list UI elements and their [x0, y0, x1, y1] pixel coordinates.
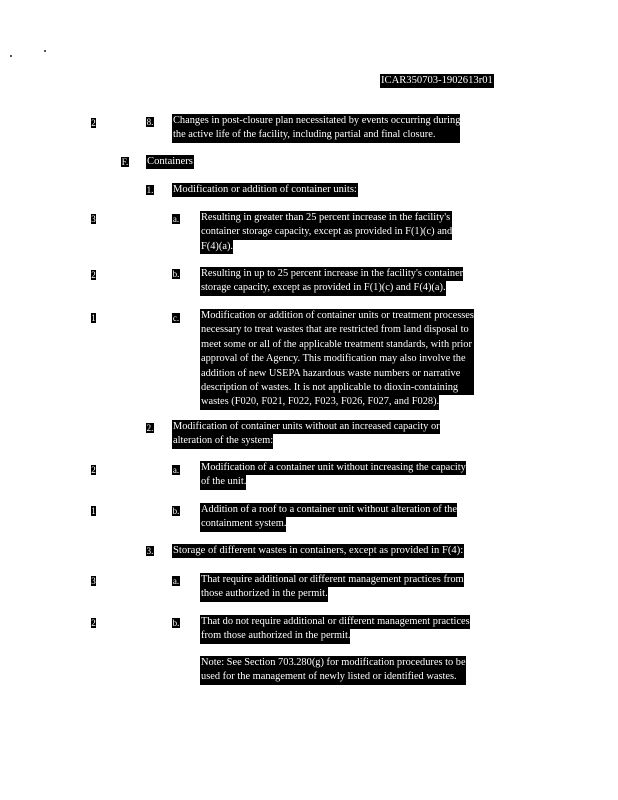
text-line: Addition of a roof to a container unit without alteration of the [200, 503, 457, 517]
text-line: Modification of a container unit without increasing the capacity [200, 461, 466, 475]
text-line: used for the management of newly listed or identified wastes. [200, 670, 466, 684]
text-line: container storage capacity, except as provided in F(1)(c) and [200, 225, 452, 239]
text-line: from those authorized in the permit. [200, 629, 350, 643]
text-line: approval of the Agency. This modification may also involve the [200, 352, 474, 366]
section-title: Containers [147, 156, 193, 167]
text-line: Modification of container units without an increased capacity or [172, 420, 440, 434]
item-marker: b. [172, 618, 180, 628]
text-line: necessary to treat wastes that are restricted from land disposal to [200, 323, 474, 337]
text-line: alteration of the system: [172, 434, 273, 448]
item-text [200, 309, 474, 410]
class-label: 3 [91, 214, 96, 224]
item-marker: a. [172, 576, 180, 586]
item-text [200, 615, 470, 644]
text-line: Modification or addition of container units or treatment processes [200, 309, 474, 323]
item-text [200, 503, 457, 532]
scan-speck [10, 55, 12, 57]
item-marker: c. [172, 313, 180, 323]
section-marker: F. [121, 157, 129, 167]
item-marker: 1. [146, 185, 154, 195]
text-line: Changes in post-closure plan necessitated by events occurring during [172, 114, 460, 128]
text-line: That do not require additional or different management practices [200, 615, 470, 629]
text-line: addition of new USEPA hazardous waste numbers or narrative [200, 367, 474, 381]
item-text [172, 420, 440, 449]
item-marker: a. [172, 214, 180, 224]
text-line: Resulting in up to 25 percent increase in the facility's container [200, 267, 463, 281]
class-label: 2 [91, 118, 96, 128]
class-label: 2 [91, 618, 96, 628]
text-line: Resulting in greater than 25 percent increase in the facility's [200, 211, 452, 225]
item-text: Modification or addition of container units: [173, 184, 357, 195]
text-line: storage capacity, except as provided in F(1)(c) and F(4)(a). [200, 281, 446, 295]
item-marker: a. [172, 465, 180, 475]
scan-speck [44, 50, 46, 52]
text-line: those authorized in the permit. [200, 587, 328, 601]
text-line: containment system. [200, 517, 286, 531]
class-label: 1 [91, 506, 96, 516]
class-label: 3 [91, 576, 96, 586]
item-text [200, 211, 452, 254]
text-line: F(4)(a). [200, 240, 233, 254]
item-marker: b. [172, 269, 180, 279]
item-marker: 3. [146, 546, 154, 556]
class-label: 1 [91, 313, 96, 323]
document-id: ICAR350703-1902613r01 [381, 75, 493, 86]
text-line: That require additional or different management practices from [200, 573, 464, 587]
item-marker: b. [172, 506, 180, 516]
text-line: wastes (F020, F021, F022, F023, F026, F027, and F028). [200, 395, 439, 409]
item-text [200, 461, 466, 490]
class-label: 2 [91, 465, 96, 475]
text-line: Note: See Section 703.280(g) for modification procedures to be [200, 656, 466, 670]
item-text [200, 573, 464, 602]
text-line: description of wastes. It is not applicable to dioxin-containing [200, 381, 474, 395]
text-line: of the unit. [200, 475, 246, 489]
item-text [172, 114, 460, 143]
item-text [200, 267, 463, 296]
text-line: the active life of the facility, including partial and final closure. [172, 128, 460, 142]
class-label: 2 [91, 270, 96, 280]
note-text [200, 656, 466, 685]
text-line: meet some or all of the applicable treatment standards, with prior [200, 338, 474, 352]
item-text: Storage of different wastes in containers, except as provided in F(4): [173, 545, 464, 556]
item-marker: 8. [146, 117, 154, 127]
item-marker: 2. [146, 423, 154, 433]
